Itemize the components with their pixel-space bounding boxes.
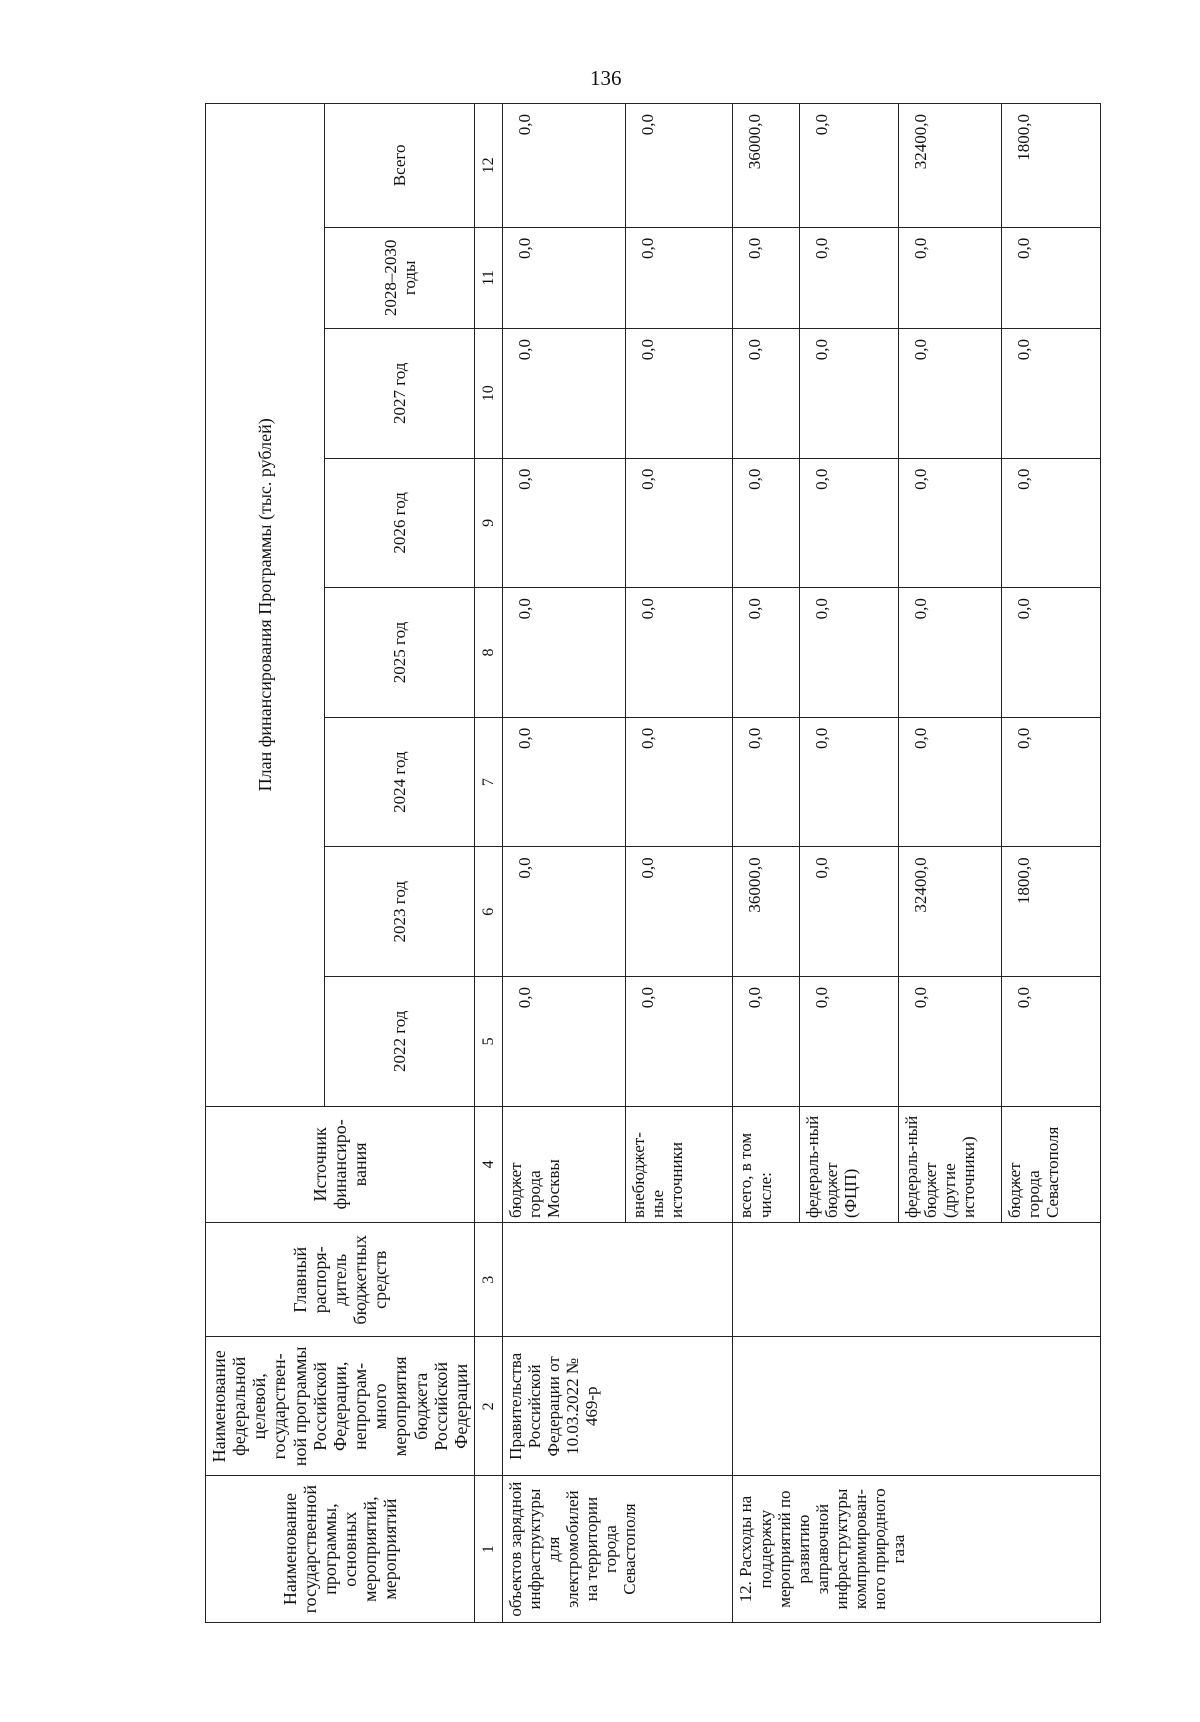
value-cell: 0,0 bbox=[898, 458, 1001, 588]
value-cell: 0,0 bbox=[799, 104, 898, 228]
table-row bbox=[503, 104, 626, 1623]
value-cell: 0,0 bbox=[799, 458, 898, 588]
value-cell: 0,0 bbox=[799, 717, 898, 847]
column-number: 8 bbox=[475, 588, 503, 718]
event-name: объектов зарядной инфраструктуры для электромобилей на территории города Севастополя bbox=[503, 1476, 733, 1623]
value-cell: 0,0 bbox=[898, 328, 1001, 458]
column-number: 4 bbox=[475, 1106, 503, 1222]
value-cell: 0,0 bbox=[625, 588, 733, 718]
value-cell: 0,0 bbox=[898, 588, 1001, 718]
value-cell: 1800,0 bbox=[1001, 847, 1100, 977]
header-years-2028-2030: 2028–2030 годы bbox=[325, 227, 475, 328]
value-cell: 0,0 bbox=[733, 977, 799, 1107]
value-cell: 0,0 bbox=[625, 458, 733, 588]
value-cell: 0,0 bbox=[799, 977, 898, 1107]
program-name: Правительства Российской Федерации от 10.03.2022 № 469-р bbox=[503, 1337, 733, 1476]
value-cell: 0,0 bbox=[503, 717, 626, 847]
column-number: 12 bbox=[475, 104, 503, 228]
value-cell: 0,0 bbox=[799, 588, 898, 718]
funding-source: всего, в том числе: bbox=[733, 1106, 799, 1222]
header-col2: Наименование федеральной целевой, государствен-ной программы Российской Федерации, непрограм-много мероприятия бюджета Российской Федерации bbox=[206, 1337, 475, 1476]
header-col4: Источник финансиро-вания bbox=[206, 1106, 475, 1222]
value-cell: 0,0 bbox=[733, 588, 799, 718]
header-col1: Наименование государственной программы, основных мероприятий, мероприятий bbox=[206, 1476, 475, 1623]
column-number: 5 bbox=[475, 977, 503, 1107]
value-cell: 0,0 bbox=[625, 847, 733, 977]
funding-source: федераль-ный бюджет (ФЦП) bbox=[799, 1106, 898, 1222]
header-year-2027: 2027 год bbox=[325, 328, 475, 458]
value-cell: 0,0 bbox=[799, 227, 898, 328]
value-cell: 32400,0 bbox=[898, 847, 1001, 977]
header-year-2025: 2025 год bbox=[325, 588, 475, 718]
column-number: 10 bbox=[475, 328, 503, 458]
value-cell: 0,0 bbox=[898, 227, 1001, 328]
value-cell: 36000,0 bbox=[733, 847, 799, 977]
value-cell: 0,0 bbox=[503, 588, 626, 718]
header-year-2024: 2024 год bbox=[325, 717, 475, 847]
header-plan-title: План финансирования Программы (тыс. рублей) bbox=[206, 104, 325, 1107]
header-total: Всего bbox=[325, 104, 475, 228]
value-cell: 0,0 bbox=[1001, 458, 1100, 588]
budget-manager-cell bbox=[733, 1223, 1101, 1337]
rotated-table-wrapper bbox=[205, 103, 1080, 1623]
event-name: 12. Расходы на поддержку мероприятий по развитию заправочной инфраструктуры компримирован-ного природного газа bbox=[733, 1476, 1101, 1623]
value-cell: 0,0 bbox=[503, 847, 626, 977]
header-year-2026: 2026 год bbox=[325, 458, 475, 588]
value-cell: 0,0 bbox=[503, 328, 626, 458]
funding-source: федераль-ный бюджет (другие источники) bbox=[898, 1106, 1001, 1222]
value-cell: 0,0 bbox=[733, 717, 799, 847]
column-number: 11 bbox=[475, 227, 503, 328]
value-cell: 0,0 bbox=[1001, 227, 1100, 328]
value-cell: 0,0 bbox=[503, 977, 626, 1107]
funding-source: бюджет города Москвы bbox=[503, 1106, 626, 1222]
column-number: 3 bbox=[475, 1223, 503, 1337]
header-year-2022: 2022 год bbox=[325, 977, 475, 1107]
value-cell: 0,0 bbox=[1001, 328, 1100, 458]
value-cell: 36000,0 bbox=[733, 104, 799, 228]
column-number: 9 bbox=[475, 458, 503, 588]
column-number: 7 bbox=[475, 717, 503, 847]
value-cell: 0,0 bbox=[625, 977, 733, 1107]
value-cell: 0,0 bbox=[625, 104, 733, 228]
value-cell: 0,0 bbox=[625, 227, 733, 328]
value-cell: 32400,0 bbox=[898, 104, 1001, 228]
value-cell: 0,0 bbox=[503, 227, 626, 328]
financing-table bbox=[205, 103, 1101, 1623]
value-cell: 0,0 bbox=[503, 104, 626, 228]
header-col3: Главный распоря-дитель бюджетных средств bbox=[206, 1223, 475, 1337]
value-cell: 0,0 bbox=[898, 717, 1001, 847]
value-cell: 0,0 bbox=[1001, 977, 1100, 1107]
column-number: 6 bbox=[475, 847, 503, 977]
column-number: 1 bbox=[475, 1476, 503, 1623]
value-cell: 0,0 bbox=[625, 717, 733, 847]
header-year-2023: 2023 год bbox=[325, 847, 475, 977]
funding-source: внебюджет-ные источники bbox=[625, 1106, 733, 1222]
budget-manager-cell bbox=[503, 1223, 733, 1337]
program-name bbox=[733, 1337, 1101, 1476]
value-cell: 0,0 bbox=[625, 328, 733, 458]
funding-source: бюджет города Севастополя bbox=[1001, 1106, 1100, 1222]
value-cell: 0,0 bbox=[1001, 588, 1100, 718]
value-cell: 1800,0 bbox=[1001, 104, 1100, 228]
table-row bbox=[733, 104, 799, 1623]
value-cell: 0,0 bbox=[799, 847, 898, 977]
value-cell: 0,0 bbox=[733, 458, 799, 588]
value-cell: 0,0 bbox=[733, 227, 799, 328]
value-cell: 0,0 bbox=[898, 977, 1001, 1107]
value-cell: 0,0 bbox=[733, 328, 799, 458]
value-cell: 0,0 bbox=[1001, 717, 1100, 847]
value-cell: 0,0 bbox=[799, 328, 898, 458]
value-cell: 0,0 bbox=[503, 458, 626, 588]
column-number: 2 bbox=[475, 1337, 503, 1476]
page-number: 136 bbox=[590, 66, 622, 90]
